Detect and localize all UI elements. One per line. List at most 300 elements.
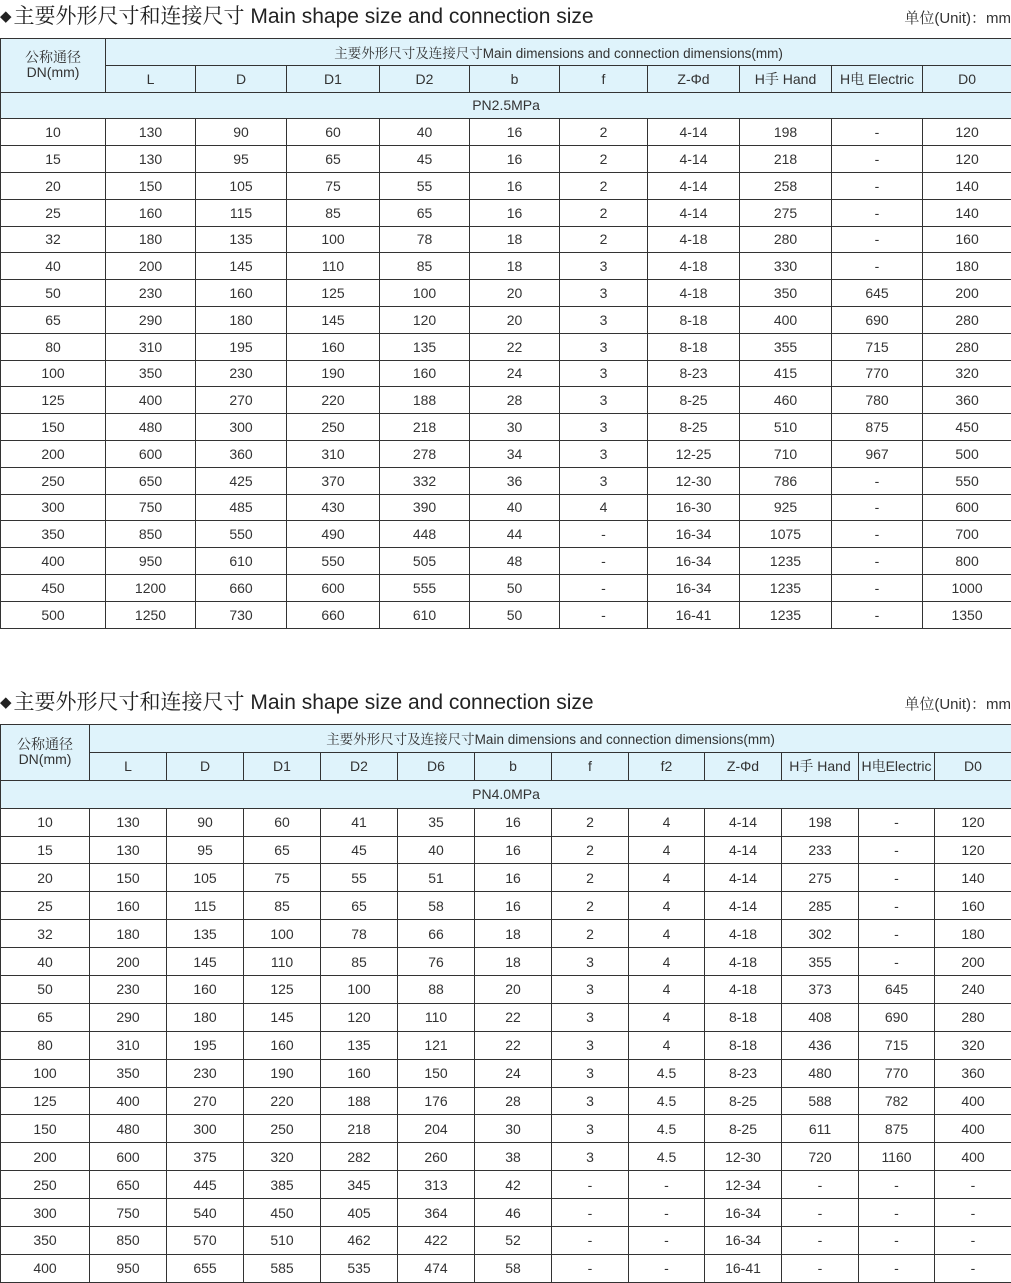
value-cell: 16 [475,836,552,864]
value-cell: 4-14 [648,119,740,146]
value-cell: 8-23 [705,1059,782,1087]
value-cell: - [552,1171,629,1199]
value-cell: 16 [470,172,560,199]
value-cell: 786 [740,467,832,494]
value-cell: 450 [923,414,1011,441]
value-cell: 510 [740,414,832,441]
value-cell: 20 [470,280,560,307]
value-cell: 160 [287,333,380,360]
header-row [1,725,1011,753]
dn-header-en: DN(mm) [27,64,80,80]
value-cell: 22 [470,333,560,360]
value-cell: 290 [90,1003,167,1031]
value-cell: 45 [321,836,398,864]
value-cell: 18 [470,253,560,280]
value-cell: 258 [740,172,832,199]
value-cell: 100 [321,976,398,1004]
value-cell: 4 [629,920,705,948]
value-cell: 1160 [859,1143,935,1171]
value-cell: 4-18 [648,226,740,253]
value-cell: 250 [287,414,380,441]
value-cell: 2 [560,119,648,146]
value-cell: - [832,574,923,601]
value-cell: 4-18 [705,976,782,1004]
value-cell: 480 [106,414,196,441]
value-cell: 332 [380,467,470,494]
value-cell: 275 [740,199,832,226]
value-cell: 18 [475,920,552,948]
value-cell: 782 [859,1087,935,1115]
value-cell: 135 [167,920,244,948]
value-cell: 200 [106,253,196,280]
value-cell: 110 [244,948,321,976]
value-cell: 4-18 [705,948,782,976]
value-cell: 485 [196,494,287,521]
value-cell: 16-34 [705,1227,782,1255]
value-cell: 320 [935,1031,1011,1059]
value-cell: 75 [244,864,321,892]
value-cell: 500 [923,440,1011,467]
value-cell: 120 [923,119,1011,146]
value-cell: 280 [740,226,832,253]
table-row [1,836,1011,864]
value-cell: 40 [470,494,560,521]
dn-cell: 40 [1,253,106,280]
value-cell: 4.5 [629,1087,705,1115]
table-row [1,146,1011,173]
value-cell: 18 [470,226,560,253]
value-cell: 240 [935,976,1011,1004]
value-cell: 611 [782,1115,859,1143]
value-cell: 12-34 [705,1171,782,1199]
value-cell: 28 [470,387,560,414]
dn-cell: 80 [1,333,106,360]
value-cell: 250 [244,1115,321,1143]
table-row [1,467,1011,494]
value-cell: - [859,836,935,864]
dn-cell: 250 [1,467,106,494]
value-cell: 300 [167,1115,244,1143]
value-cell: 135 [380,333,470,360]
pressure-row [1,92,1011,119]
value-cell: 610 [196,548,287,575]
value-cell: 188 [380,387,470,414]
dn-cell: 25 [1,199,106,226]
value-cell: - [859,948,935,976]
column-header-row [1,65,1011,92]
dn-cell: 50 [1,976,90,1004]
value-cell: - [832,253,923,280]
dn-cell: 500 [1,601,106,628]
dn-header-cn: 公称通径 [25,49,81,65]
dn-header-en: DN(mm) [19,751,72,767]
dn-cell: 25 [1,892,90,920]
value-cell: - [560,548,648,575]
value-cell: 350 [90,1059,167,1087]
value-cell: 8-23 [648,360,740,387]
value-cell: 750 [90,1199,167,1227]
value-cell: 875 [832,414,923,441]
value-cell: 2 [552,920,629,948]
table-row [1,172,1011,199]
value-cell: 16-41 [705,1254,782,1282]
value-cell: 30 [475,1115,552,1143]
table-row [1,306,1011,333]
value-cell: - [560,521,648,548]
value-cell: 4-14 [648,199,740,226]
value-cell: 4.5 [629,1059,705,1087]
value-cell: 204 [398,1115,475,1143]
column-header: b [470,65,560,92]
value-cell: 850 [90,1227,167,1255]
value-cell: 145 [196,253,287,280]
value-cell: 480 [90,1115,167,1143]
value-cell: - [859,1227,935,1255]
value-cell: 400 [935,1143,1011,1171]
value-cell: 65 [287,146,380,173]
value-cell: 8-18 [705,1031,782,1059]
value-cell: 176 [398,1087,475,1115]
value-cell: 405 [321,1199,398,1227]
value-cell: 364 [398,1199,475,1227]
value-cell: 510 [244,1227,321,1255]
value-cell: 730 [196,601,287,628]
value-cell: 390 [380,494,470,521]
dn-cell: 300 [1,494,106,521]
value-cell: 3 [560,253,648,280]
value-cell: 12-30 [705,1143,782,1171]
value-cell: 105 [196,172,287,199]
value-cell: 100 [380,280,470,307]
value-cell: - [859,920,935,948]
value-cell: 180 [90,920,167,948]
table-row [1,119,1011,146]
column-header: f [552,752,629,780]
value-cell: 55 [380,172,470,199]
value-cell: 4 [629,836,705,864]
section-title: ◆主要外形尺寸和连接尺寸 Main shape size and connection size [0,0,594,30]
value-cell: 35 [398,808,475,836]
value-cell: 130 [90,836,167,864]
value-cell: 2 [560,199,648,226]
value-cell: - [832,601,923,628]
value-cell: 3 [552,1143,629,1171]
value-cell: 8-18 [705,1003,782,1031]
value-cell: 270 [196,387,287,414]
value-cell: 770 [859,1059,935,1087]
value-cell: 310 [90,1031,167,1059]
value-cell: 278 [380,440,470,467]
value-cell: 20 [470,306,560,333]
value-cell: 46 [475,1199,552,1227]
value-cell: 120 [321,1003,398,1031]
value-cell: 50 [470,601,560,628]
value-cell: - [859,1171,935,1199]
table-row [1,1087,1011,1115]
value-cell: 505 [380,548,470,575]
value-cell: - [560,601,648,628]
value-cell: 38 [475,1143,552,1171]
value-cell: 2 [552,892,629,920]
column-header: f [560,65,648,92]
value-cell: 4-14 [705,808,782,836]
table-section-pn40 [0,686,1011,1283]
value-cell: 200 [923,280,1011,307]
value-cell: - [782,1199,859,1227]
value-cell: 65 [380,199,470,226]
dn-header-cn: 公称通径 [17,736,73,752]
value-cell: 120 [935,836,1011,864]
value-cell: 370 [287,467,380,494]
value-cell: 1235 [740,574,832,601]
value-cell: 4-18 [648,280,740,307]
value-cell: 4-14 [705,864,782,892]
dn-cell: 100 [1,360,106,387]
dimensions-table-pn40 [0,724,1011,1283]
value-cell: 4-18 [705,920,782,948]
value-cell: 58 [398,892,475,920]
dn-cell: 400 [1,1254,90,1282]
value-cell: 130 [90,808,167,836]
value-cell: 415 [740,360,832,387]
table-row [1,976,1011,1004]
value-cell: 100 [287,226,380,253]
value-cell: 188 [321,1087,398,1115]
table-row [1,1199,1011,1227]
value-cell: - [552,1199,629,1227]
value-cell: 4 [629,808,705,836]
value-cell: 4 [629,976,705,1004]
table-row [1,280,1011,307]
value-cell: 2 [560,146,648,173]
dn-cell: 20 [1,172,106,199]
value-cell: 967 [832,440,923,467]
value-cell: 34 [470,440,560,467]
value-cell: 422 [398,1227,475,1255]
value-cell: 750 [106,494,196,521]
value-cell: 950 [106,548,196,575]
column-header: H电Electric [859,752,935,780]
value-cell: 160 [106,199,196,226]
value-cell: 58 [475,1254,552,1282]
value-cell: 275 [782,864,859,892]
table-row [1,494,1011,521]
value-cell: 130 [106,119,196,146]
value-cell: 400 [935,1115,1011,1143]
diamond-bullet-icon: ◆ [0,694,12,711]
value-cell: 3 [552,1003,629,1031]
column-header: L [106,65,196,92]
table-row [1,1059,1011,1087]
table-row [1,1143,1011,1171]
value-cell: 160 [321,1059,398,1087]
value-cell: 480 [782,1059,859,1087]
value-cell: 462 [321,1227,398,1255]
value-cell: 16-34 [648,521,740,548]
value-cell: 120 [380,306,470,333]
value-cell: 230 [106,280,196,307]
value-cell: 20 [475,976,552,1004]
value-cell: 12-25 [648,440,740,467]
value-cell: 41 [321,808,398,836]
value-cell: 408 [782,1003,859,1031]
value-cell: 16-34 [648,574,740,601]
value-cell: 4-18 [648,253,740,280]
value-cell: 2 [552,808,629,836]
table-row [1,360,1011,387]
value-cell: 30 [470,414,560,441]
value-cell: 4-14 [705,836,782,864]
value-cell: 115 [167,892,244,920]
value-cell: 320 [923,360,1011,387]
value-cell: 3 [552,1059,629,1087]
value-cell: - [629,1227,705,1255]
column-header: D6 [398,752,475,780]
dn-cell: 32 [1,920,90,948]
value-cell: 24 [470,360,560,387]
table-row [1,1227,1011,1255]
value-cell: 12-30 [648,467,740,494]
column-header: D1 [287,65,380,92]
dn-header-cell [1,39,106,93]
value-cell: 50 [470,574,560,601]
value-cell: 51 [398,864,475,892]
value-cell: 130 [106,146,196,173]
value-cell: 650 [106,467,196,494]
value-cell: 400 [935,1087,1011,1115]
value-cell: 85 [244,892,321,920]
value-cell: 85 [287,199,380,226]
value-cell: 88 [398,976,475,1004]
value-cell: 3 [552,1031,629,1059]
value-cell: 925 [740,494,832,521]
value-cell: - [832,146,923,173]
value-cell: 690 [832,306,923,333]
value-cell: 345 [321,1171,398,1199]
value-cell: 3 [552,976,629,1004]
value-cell: 770 [832,360,923,387]
table-row [1,1003,1011,1031]
value-cell: 180 [935,920,1011,948]
value-cell: 160 [380,360,470,387]
value-cell: 190 [287,360,380,387]
value-cell: 550 [196,521,287,548]
value-cell: - [782,1227,859,1255]
value-cell: 150 [90,864,167,892]
value-cell: 710 [740,440,832,467]
value-cell: 78 [380,226,470,253]
value-cell: 8-25 [705,1087,782,1115]
value-cell: 300 [196,414,287,441]
value-cell: 160 [90,892,167,920]
value-cell: - [859,1199,935,1227]
value-cell: - [560,574,648,601]
value-cell: 720 [782,1143,859,1171]
value-cell: 800 [923,548,1011,575]
value-cell: - [782,1254,859,1282]
dn-cell: 350 [1,521,106,548]
value-cell: 8-25 [648,387,740,414]
value-cell: 285 [782,892,859,920]
column-header: D0 [923,65,1011,92]
unit-label: 单位(Unit)：mm [904,693,1011,714]
value-cell: 85 [321,948,398,976]
value-cell: 95 [167,836,244,864]
value-cell: 355 [740,333,832,360]
value-cell: 230 [167,1059,244,1087]
value-cell: 65 [244,836,321,864]
value-cell: 16-30 [648,494,740,521]
table-row [1,1171,1011,1199]
table-row [1,521,1011,548]
value-cell: 2 [552,836,629,864]
dn-cell: 10 [1,119,106,146]
value-cell: 95 [196,146,287,173]
value-cell: 36 [470,467,560,494]
column-header: b [475,752,552,780]
value-cell: 52 [475,1227,552,1255]
value-cell: 125 [287,280,380,307]
value-cell: - [935,1254,1011,1282]
column-header: f2 [629,752,705,780]
value-cell: 55 [321,864,398,892]
value-cell: 1235 [740,548,832,575]
value-cell: - [859,808,935,836]
header-row [1,39,1011,66]
value-cell: 715 [832,333,923,360]
value-cell: 4-14 [648,172,740,199]
table-row [1,1031,1011,1059]
section-title: ◆主要外形尺寸和连接尺寸 Main shape size and connection size [0,686,594,716]
value-cell: 350 [106,360,196,387]
value-cell: 280 [923,306,1011,333]
column-header: Z-Φd [705,752,782,780]
value-cell: - [859,1254,935,1282]
value-cell: 180 [167,1003,244,1031]
value-cell: 950 [90,1254,167,1282]
column-header: D [167,752,244,780]
value-cell: 3 [560,360,648,387]
value-cell: 282 [321,1143,398,1171]
value-cell: 230 [90,976,167,1004]
value-cell: 75 [287,172,380,199]
dimensions-table-pn25 [0,38,1011,629]
value-cell: 160 [196,280,287,307]
value-cell: 18 [475,948,552,976]
value-cell: 320 [244,1143,321,1171]
value-cell: 190 [244,1059,321,1087]
value-cell: - [629,1199,705,1227]
dn-cell: 300 [1,1199,90,1227]
table-row [1,253,1011,280]
main-dimensions-header: 主要外形尺寸及连接尺寸Main dimensions and connection dimensions(mm) [106,39,1011,66]
column-header: H手 Hand [782,752,859,780]
value-cell: 160 [244,1031,321,1059]
value-cell: 145 [287,306,380,333]
section-header [0,0,1011,38]
value-cell: 850 [106,521,196,548]
value-cell: 3 [560,387,648,414]
value-cell: 3 [560,280,648,307]
value-cell: 600 [923,494,1011,521]
value-cell: 145 [244,1003,321,1031]
value-cell: 105 [167,864,244,892]
column-header: D [196,65,287,92]
value-cell: 1235 [740,601,832,628]
value-cell: 400 [740,306,832,333]
value-cell: 198 [782,808,859,836]
unit-label: 单位(Unit)：mm [904,7,1011,28]
